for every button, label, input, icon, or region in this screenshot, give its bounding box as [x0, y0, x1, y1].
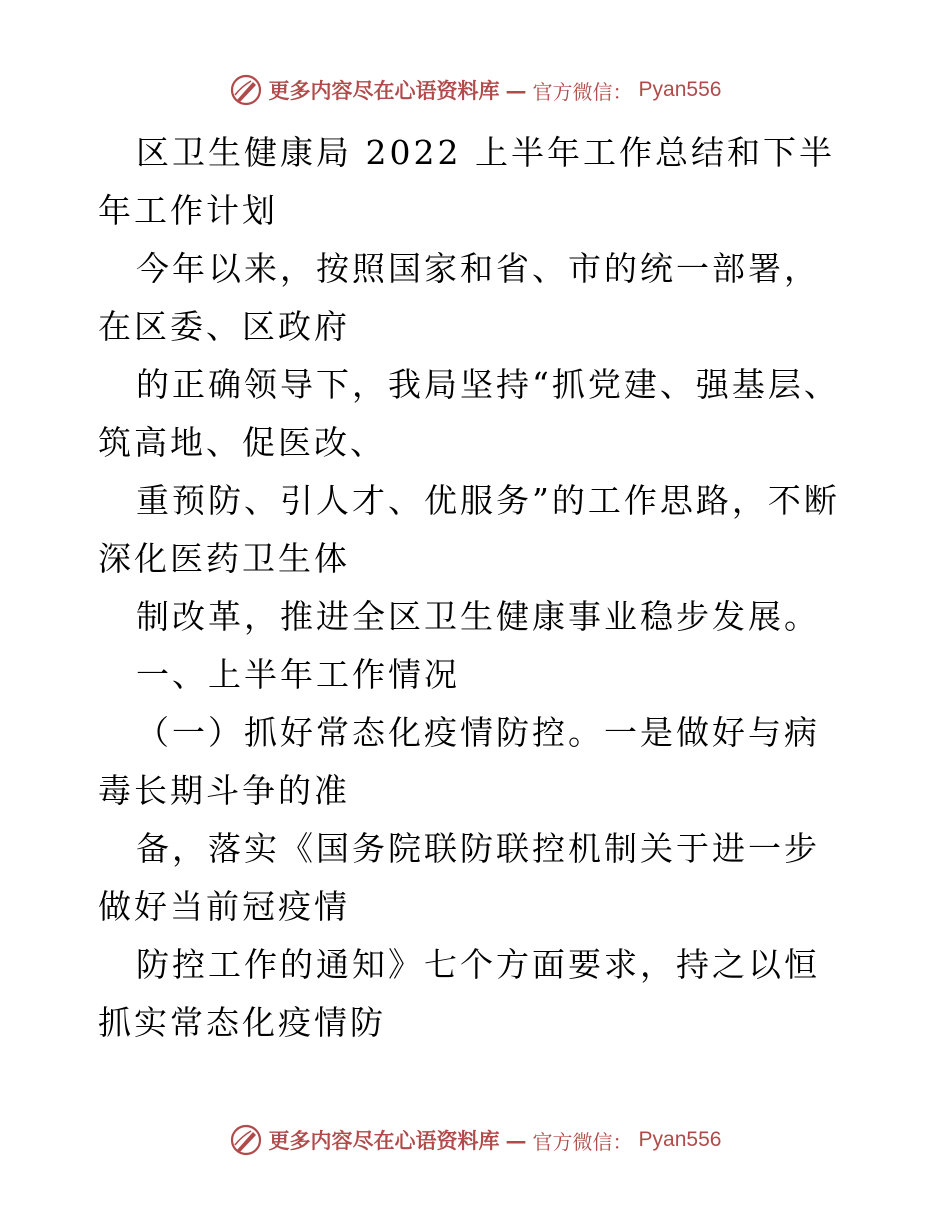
paragraph-line: 防控工作的通知》七个方面要求，持之以恒抓实常态化疫情防 — [98, 945, 820, 1042]
quill-logo-icon — [229, 1123, 263, 1157]
watermark-wechat-label: 官方微信： — [532, 1129, 633, 1154]
footer-watermark — [0, 1120, 950, 1160]
watermark-wechat-id: Pyan556 — [638, 1128, 722, 1151]
watermark-dash: — — [505, 77, 527, 103]
paragraph-line: （一）抓好常态化疫情防控。一是做好与病毒长期斗争的准 — [98, 713, 820, 810]
section-heading: 一、上半年工作情况 — [136, 655, 460, 694]
watermark-wechat-id: Pyan556 — [638, 78, 722, 101]
paragraph-line: 今年以来，按照国家和省、市的统一部署，在区委、区政府 — [98, 249, 820, 346]
paragraph-line: 备，落实《国务院联防联控机制关于进一步做好当前冠疫情 — [98, 829, 820, 926]
quill-logo-icon — [229, 73, 263, 107]
document-title: 区卫生健康局 2022 上半年工作总结和下半年工作计划 — [98, 133, 835, 230]
paragraph-line: 制改革，推进全区卫生健康事业稳步发展。 — [136, 597, 820, 636]
watermark-site-text: 更多内容尽在心语资料库 — [268, 1128, 500, 1153]
watermark-dash: — — [505, 1127, 527, 1153]
watermark-wechat-label: 官方微信： — [532, 79, 633, 104]
paragraph-line: 重预防、引人才、优服务”的工作思路，不断深化医药卫生体 — [98, 481, 840, 578]
document-body — [98, 124, 854, 1052]
header-watermark — [0, 70, 950, 110]
paragraph-line: 的正确领导下，我局坚持“抓党建、强基层、筑高地、促医改、 — [98, 365, 840, 462]
watermark-site-text: 更多内容尽在心语资料库 — [268, 78, 500, 103]
